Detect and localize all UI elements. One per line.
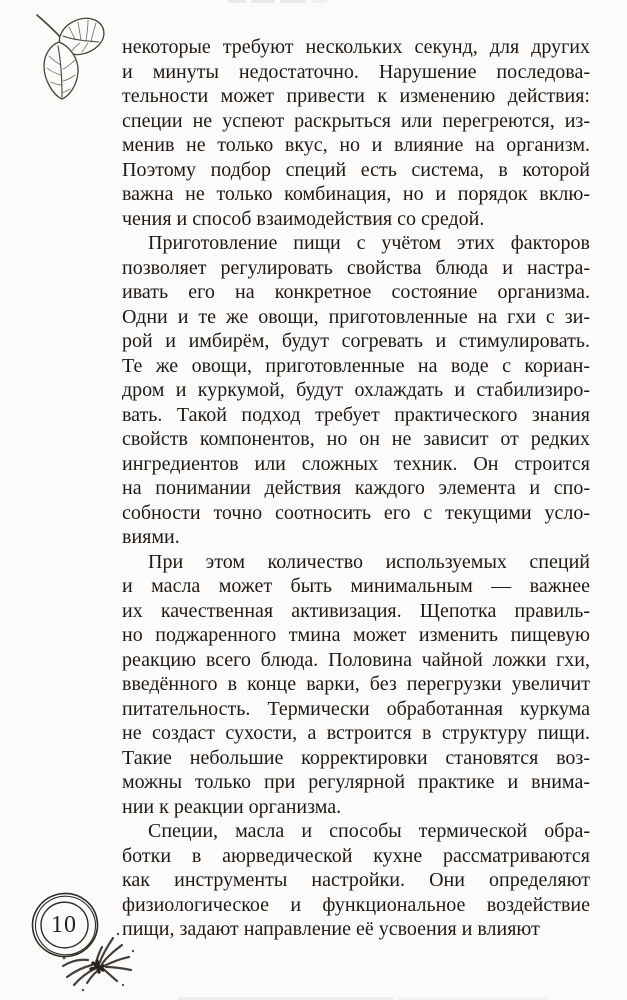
text-line: чения и способ взаимодействия со средой. xyxy=(122,207,485,230)
paragraph xyxy=(122,35,590,231)
text-line: питательность. Термически обработанная куркума xyxy=(122,697,590,720)
leaves-illustration-icon xyxy=(33,12,109,102)
text-line: не создаст сухости, а встроится в структуру пищи. xyxy=(122,722,590,744)
text-line: и минуты недостаточно. Нарушение последова- xyxy=(122,60,590,83)
text-line: ботки в аюрведической кухне рассматриваются xyxy=(122,844,590,867)
text-line: виями. xyxy=(122,526,180,548)
text-line: Приготовление пищи с учётом этих факторов xyxy=(148,232,590,254)
text-line: пищи, задают направление её усвоения и влияют xyxy=(122,918,540,940)
text-line: и масла может быть минимальным — важнее xyxy=(122,575,590,597)
paragraph xyxy=(122,819,590,942)
text-line: реакцию всего блюда. Половина чайной ложки гхи, xyxy=(122,648,590,671)
paragraph xyxy=(122,550,590,820)
text-line: физиологическое и функциональное воздействие xyxy=(122,893,590,916)
sprig-illustration-icon xyxy=(57,930,139,994)
text-line: важна не только комбинация, но и порядок вклю- xyxy=(122,183,590,205)
text-line: можны только при регулярной практике и внима- xyxy=(122,771,590,793)
text-line: их качественная активизация. Щепотка правиль- xyxy=(122,599,590,622)
text-line: специи не успеют раскрыться или перегреются, из- xyxy=(122,109,590,132)
text-line: ивать его на конкретное состояние организма. xyxy=(122,281,590,303)
text-line: вать. Такой подход требует практического знания xyxy=(122,403,590,426)
text-line: собности точно соотносить его с текущими усло- xyxy=(122,501,590,524)
paragraph xyxy=(122,231,590,550)
text-line: Одни и те же овощи, приготовленные на гхи с зи- xyxy=(122,305,590,328)
text-line: менив не только вкус, но и влияние на организм. xyxy=(122,134,590,156)
text-line: но поджаренного тмина может изменить пищевую xyxy=(122,624,590,646)
text-line: Такие небольшие корректировки становятся воз- xyxy=(122,746,590,769)
text-line: ингредиентов или сложных техник. Он строится xyxy=(122,452,590,475)
scan-artifact-top xyxy=(228,0,327,3)
text-line: нии к реакции организма. xyxy=(122,795,342,818)
text-line: рой и имбирём, будут согревать и стимулировать. xyxy=(122,330,590,352)
text-line: некоторые требуют нескольких секунд, для других xyxy=(122,36,590,58)
text-line: Те же овощи, приготовленные на воде с кориан- xyxy=(122,354,590,377)
page-number: 10 xyxy=(51,911,77,938)
text-line: введённого в конце варки, без перегрузки увеличит xyxy=(122,673,590,695)
text-line: позволяет регулировать свойства блюда и настра- xyxy=(122,256,590,279)
text-line: Специи, масла и способы термической обра- xyxy=(148,820,590,842)
text-line: дром и куркумой, будут охлаждать и стабилизиро- xyxy=(122,379,590,401)
text-line: как инструменты настройки. Они определяют xyxy=(122,869,590,891)
text-line: тельности может привести к изменению действия: xyxy=(122,85,590,107)
text-line: При этом количество используемых специй xyxy=(148,550,590,573)
text-line: Поэтому подбор специй есть система, в которой xyxy=(122,158,590,181)
text-line: свойств компонентов, но он не зависит от редких xyxy=(122,428,590,450)
text-column xyxy=(122,35,590,942)
text-line: на понимании действия каждого элемента и спо- xyxy=(122,477,590,499)
